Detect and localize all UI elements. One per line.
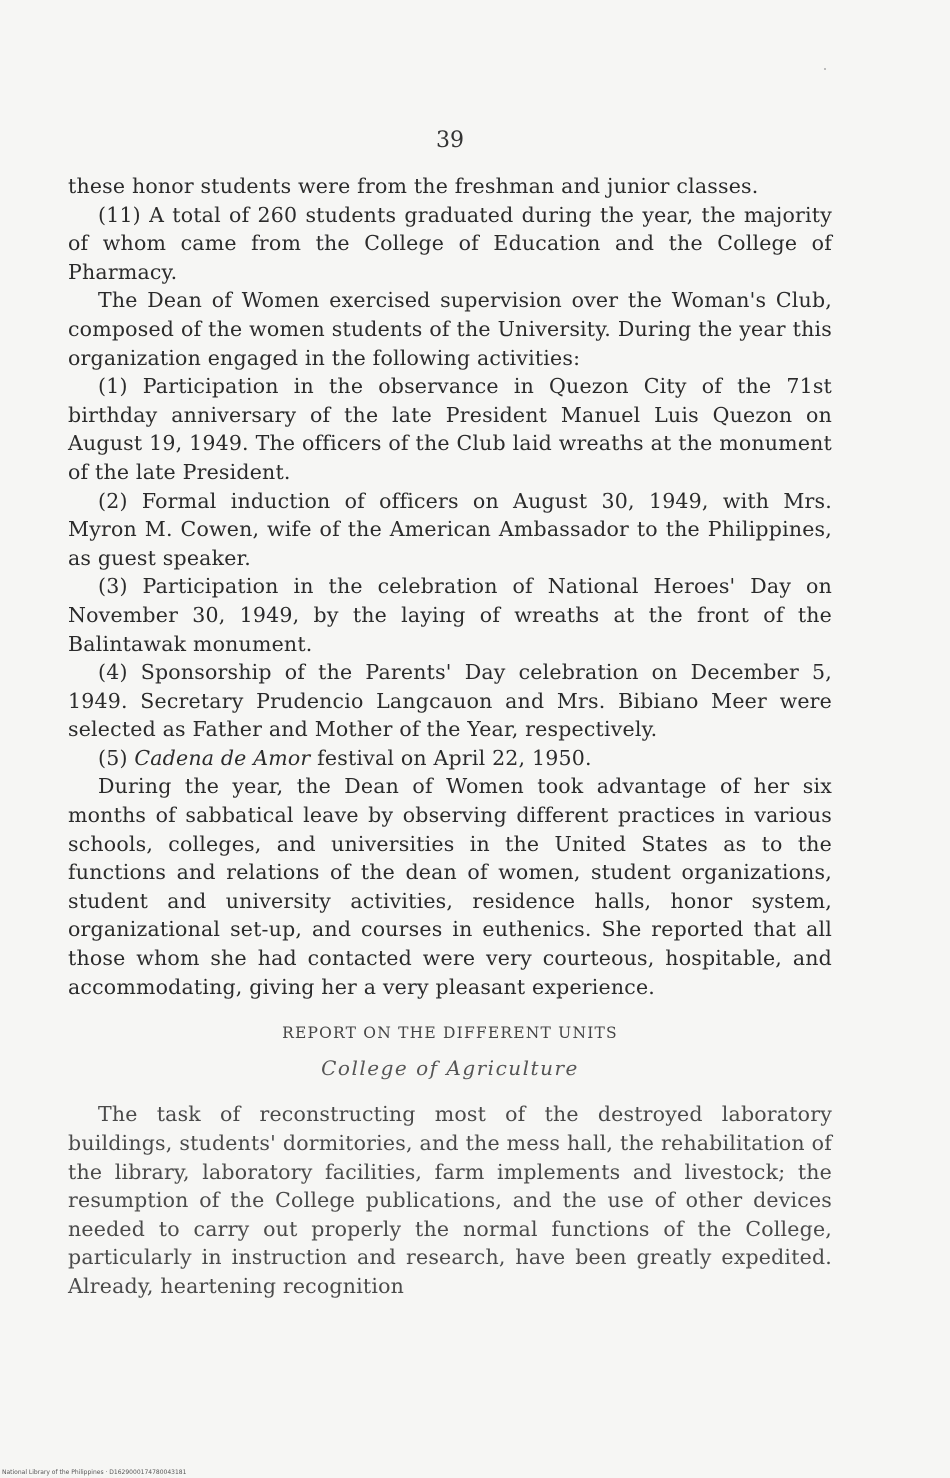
activity-5-title: Cadena de Amor [134, 745, 311, 770]
section-heading: REPORT ON THE DIFFERENT UNITS [282, 1024, 618, 1043]
scan-footer: National Library of the Philippines · D1629000174780043181 [2, 1469, 187, 1476]
scan-speck [824, 68, 826, 70]
paragraph-continuation: these honor students were from the freshman and junior classes. [68, 174, 759, 198]
paragraph-activity-4: (4) Sponsorship of the Parents' Day celebration on December 5, 1949. Secretary Prudencio Langcauon and Mrs. Bibiano Meer were selected as Father and Mother of the Year, respectively. [68, 660, 832, 742]
body-text [68, 172, 832, 1301]
paragraph-agriculture: The task of reconstructing most of the destroyed laboratory buildings, students' dormitories, and the mess hall, the rehabilitation of the library, laboratory facilities, farm implements and livestock; the resumption of the College publications, and the use of other devices needed to carry out properly the normal functions of the College, particularly in instruction and research, have been greatly expedited. Already, heartening recognition [68, 1102, 832, 1298]
paragraph-activity-5 [68, 744, 832, 773]
page-number: 39 [436, 128, 464, 153]
activity-5-prefix: (5) [98, 745, 135, 770]
paragraph-dean-of-women: The Dean of Women exercised supervision over the Woman's Club, composed of the women students of the University. During the year this organization engaged in the following activities: [68, 288, 832, 370]
activity-5-suffix: festival on April 22, 1950. [310, 745, 592, 770]
paragraph-graduates: (11) A total of 260 students graduated during the year, the majority of whom came from the College of Education and the College of Pharmacy. [68, 202, 832, 284]
paragraph-activity-2: (2) Formal induction of officers on August 30, 1949, with Mrs. Myron M. Cowen, wife of the American Ambassador to the Philippines, as guest speaker. [68, 488, 832, 570]
paragraph-sabbatical: During the year, the Dean of Women took advantage of her six months of sabbatical leave by observing different practices in various schools, colleges, and universities in the United States as to the functions and relations of the dean of women, student organizations, student and university activities, residence halls, honor system, organizational set-up, and courses in euthenics. She reported that all those whom she had contacted were very courteous, hospitable, and accommodating, giving her a very pleasant experience. [68, 774, 832, 999]
paragraph-activity-1: (1) Participation in the observance in Quezon City of the 71st birthday anniversary of the late President Manuel Luis Quezon on August 19, 1949. The officers of the Club laid wreaths at the monument of the late President. [68, 374, 832, 484]
subsection-heading: College of Agriculture [321, 1055, 579, 1080]
paragraph-activity-3: (3) Participation in the celebration of National Heroes' Day on November 30, 1949, by the laying of wreaths at the front of the Balintawak monument. [68, 574, 832, 656]
